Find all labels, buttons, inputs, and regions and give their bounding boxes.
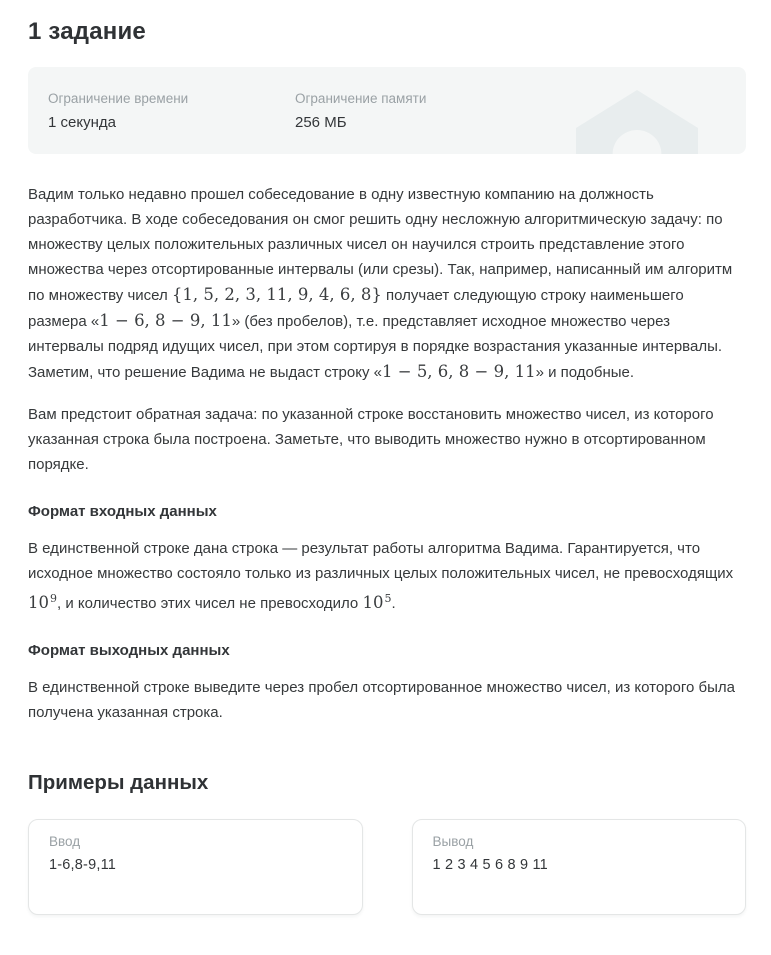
memory-limit-value: 256 МБ (295, 114, 347, 131)
example-input-label: Ввод (49, 834, 81, 849)
example-input-box (28, 819, 363, 915)
input-format-heading: Формат входных данных (28, 503, 217, 520)
example-input-value: 1-6,8-9,11 (49, 857, 117, 873)
example-output-label: Вывод (432, 834, 474, 849)
example-output-box (412, 819, 747, 915)
example-output-value: 1 2 3 4 5 6 8 9 11 (432, 857, 548, 873)
time-limit-label: Ограничение времени (48, 91, 189, 106)
statement-paragraph-1: Вадим только недавно прошел собеседование в одну известную компанию на должность разработчика. В ходе собеседования он смог решить одну несложную алгоритмическую задачу: по множеству целых положительных различных чисел он научился строить представление этого множества через отсортированные интервалы (или срезы). Так, например, написанный им алгоритм по множеству чисел {1, 5, 2, 3, 11, 9, 4, 6, 8} получает следующую строку наименьшего размера «1 − 6, 8 − 9, 11» (без пробелов), т.е. представляет исходное множество через интервалы подряд идущих чисел, при этом сортируя в порядке возрастания указанные интервалы. Заметим, что решение Вадима не выдаст строку «1 − 5, 6, 8 − 9, 11» и подобные. (28, 186, 733, 381)
house-watermark-icon (576, 90, 698, 154)
time-limit-value: 1 секунда (48, 114, 116, 131)
output-format-paragraph: В единственной строке выведите через пробел отсортированное множество чисел, из которого была получена указанная строка. (28, 679, 736, 721)
input-format-paragraph: В единственной строке дана строка — результат работы алгоритма Вадима. Гарантируется, что исходное множество состояло только из различных целых положительных чисел, не превосходящих $10^9$, и количество этих чисел не превосходило $10^5$. (28, 540, 734, 612)
problem-statement (28, 182, 746, 725)
memory-limit (295, 91, 426, 132)
examples-row (28, 819, 746, 915)
output-format-heading: Формат выходных данных (28, 642, 230, 659)
memory-limit-label: Ограничение памяти (295, 91, 427, 106)
time-limit (48, 91, 295, 132)
constraints-panel (28, 67, 746, 154)
page-title: 1 задание (28, 18, 146, 45)
examples-heading: Примеры данных (28, 771, 209, 794)
statement-paragraph-2: Вам предстоит обратная задача: по указанной строке восстановить множество чисел, из которого указанная строка была построена. Заметьте, что выводить множество нужно в отсортированном порядке. (28, 406, 714, 473)
